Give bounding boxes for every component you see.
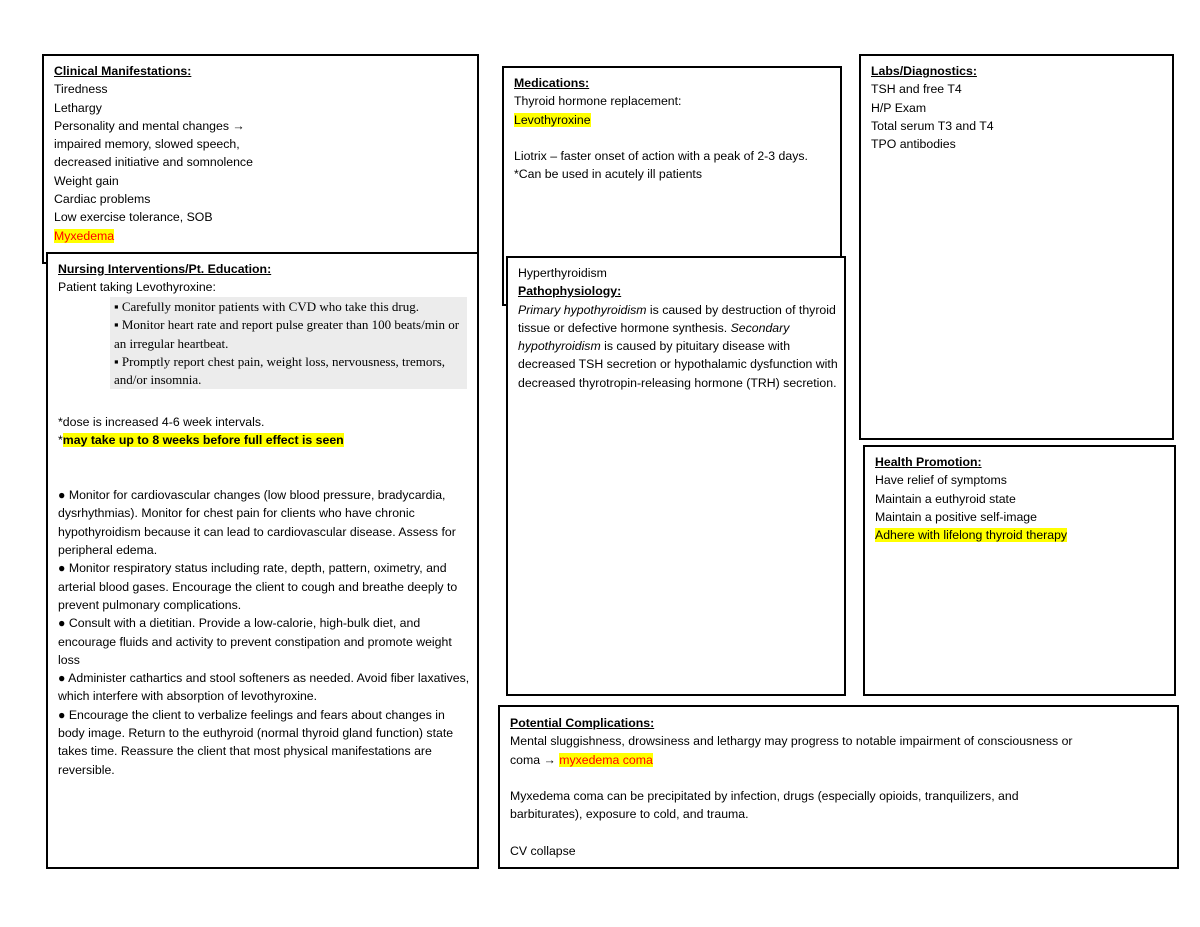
health-item: Have relief of symptoms bbox=[875, 473, 1007, 488]
clinical-item: Weight gain bbox=[54, 173, 119, 188]
primary-rest: is caused by destruction of thyroid tissue or defective hormone synthesis. bbox=[518, 302, 836, 335]
health-title: Health Promotion: bbox=[875, 455, 982, 469]
adhere-highlight: Adhere with lifelong thyroid therapy bbox=[875, 528, 1068, 543]
nursing-item: ● Encourage the client to verbalize feelings and fears about changes in body image. Return to the euthyroid (normal thyroid gland function) state takes time. Reassure the client that most physical manifestations are reversible. bbox=[58, 707, 454, 777]
medications-note: *Can be used in acutely ill patients bbox=[514, 167, 702, 182]
nursing-item: ● Monitor respiratory status including rate, depth, pattern, oximetry, and arterial blood gases. Encourage the client to cough and breathe deeply to prevent pulmonary complications. bbox=[58, 561, 458, 612]
labs-item: TPO antibodies bbox=[871, 137, 956, 152]
complications-box bbox=[498, 705, 1179, 869]
labs-title: Labs/Diagnostics: bbox=[871, 64, 977, 78]
clinical-manifestations-box bbox=[42, 54, 479, 264]
labs-box bbox=[859, 54, 1174, 440]
clinical-item: Low exercise tolerance, SOB bbox=[54, 210, 213, 225]
levothyroxine-highlight: Levothyroxine bbox=[514, 112, 591, 127]
clinical-item: decreased initiative and somnolence bbox=[54, 155, 253, 170]
dose-note: *dose is increased 4-6 week intervals. bbox=[58, 415, 265, 429]
complications-line1: Mental sluggishness, drowsiness and lethargy may progress to notable impairment of consciousness or bbox=[510, 734, 1073, 749]
labs-list bbox=[871, 80, 1164, 153]
nursing-item: ● Consult with a dietitian. Provide a low-calorie, high-bulk diet, and encourage fluids and activity to prevent constipation and promote weight loss bbox=[58, 616, 452, 667]
labs-item: H/P Exam bbox=[871, 100, 927, 115]
primary-term: Primary hypothyroidism bbox=[518, 302, 647, 317]
clinical-item: Personality and mental changes → bbox=[54, 118, 245, 133]
nursing-item: ● Monitor for cardiovascular changes (low blood pressure, bradycardia, dysrhythmias). Monitor for chest pain for clients who have chronic hypothyroidism because it can lead to cardiovascular disease. Assess for peripheral edema. bbox=[58, 488, 456, 558]
nursing-item: ▪ Carefully monitor patients with CVD who take this drug. bbox=[114, 299, 420, 314]
nursing-interventions-box bbox=[46, 252, 479, 869]
complications-title: Potential Complications: bbox=[510, 716, 655, 730]
medications-subtitle: Thyroid hormone replacement: bbox=[514, 94, 682, 109]
nursing-intro: Patient taking Levothyroxine: bbox=[58, 280, 216, 295]
nursing-interventions-list bbox=[58, 486, 471, 779]
pathophysiology-box bbox=[506, 256, 846, 696]
hyperthyroidism-heading: Hyperthyroidism bbox=[518, 266, 607, 280]
pathophysiology-title: Pathophysiology: bbox=[518, 284, 622, 299]
myxedema-coma-highlight: myxedema coma bbox=[559, 752, 653, 767]
full-effect-highlight: may take up to 8 weeks before full effect is seen bbox=[62, 433, 344, 448]
levothyroxine-education-block bbox=[110, 297, 467, 389]
pathophysiology-text bbox=[518, 301, 840, 392]
nursing-title: Nursing Interventions/Pt. Education: bbox=[58, 262, 272, 276]
nursing-item: ▪ Monitor heart rate and report pulse greater than 100 beats/min or an irregular heartbeat. bbox=[114, 317, 460, 351]
complications-line2-prefix: coma → bbox=[510, 752, 560, 767]
clinical-item: impaired memory, slowed speech, bbox=[54, 137, 240, 152]
full-effect-prefix: * bbox=[58, 433, 63, 448]
myxedema-highlight: Myxedema bbox=[54, 228, 115, 243]
clinical-item: Tiredness bbox=[54, 82, 108, 97]
nursing-item: ● Administer cathartics and stool softeners as needed. Avoid fiber laxatives, which interfere with absorption of levothyroxine. bbox=[58, 671, 470, 704]
secondary-term: Secondary hypothyroidism bbox=[518, 320, 790, 354]
health-item: Maintain a euthyroid state bbox=[875, 491, 1016, 506]
complications-para2: Myxedema coma can be precipitated by infection, drugs (especially opioids, tranquilizers, and barbiturates), exposure to cold, and trauma. bbox=[510, 789, 1019, 822]
clinical-item: Lethargy bbox=[54, 100, 102, 115]
labs-item: Total serum T3 and T4 bbox=[871, 118, 994, 133]
clinical-item: Cardiac problems bbox=[54, 192, 151, 207]
clinical-list bbox=[54, 80, 469, 226]
cv-collapse: CV collapse bbox=[510, 844, 576, 859]
labs-item: TSH and free T4 bbox=[871, 82, 962, 97]
secondary-rest: is caused by pituitary disease with decreased TSH secretion or hypothalamic dysfunction with decreased thyrotropin-releasing hormone (TRH) secretion. bbox=[518, 339, 838, 390]
nursing-item: ▪ Promptly report chest pain, weight loss, nervousness, tremors, and/or insomnia. bbox=[114, 353, 446, 388]
health-item: Maintain a positive self-image bbox=[875, 509, 1037, 524]
medications-title: Medications: bbox=[514, 76, 590, 90]
health-promotion-box bbox=[863, 445, 1176, 696]
liotrix-text: Liotrix – faster onset of action with a peak of 2-3 days. bbox=[514, 149, 808, 164]
clinical-title: Clinical Manifestations: bbox=[54, 64, 192, 78]
health-list bbox=[875, 471, 1168, 526]
